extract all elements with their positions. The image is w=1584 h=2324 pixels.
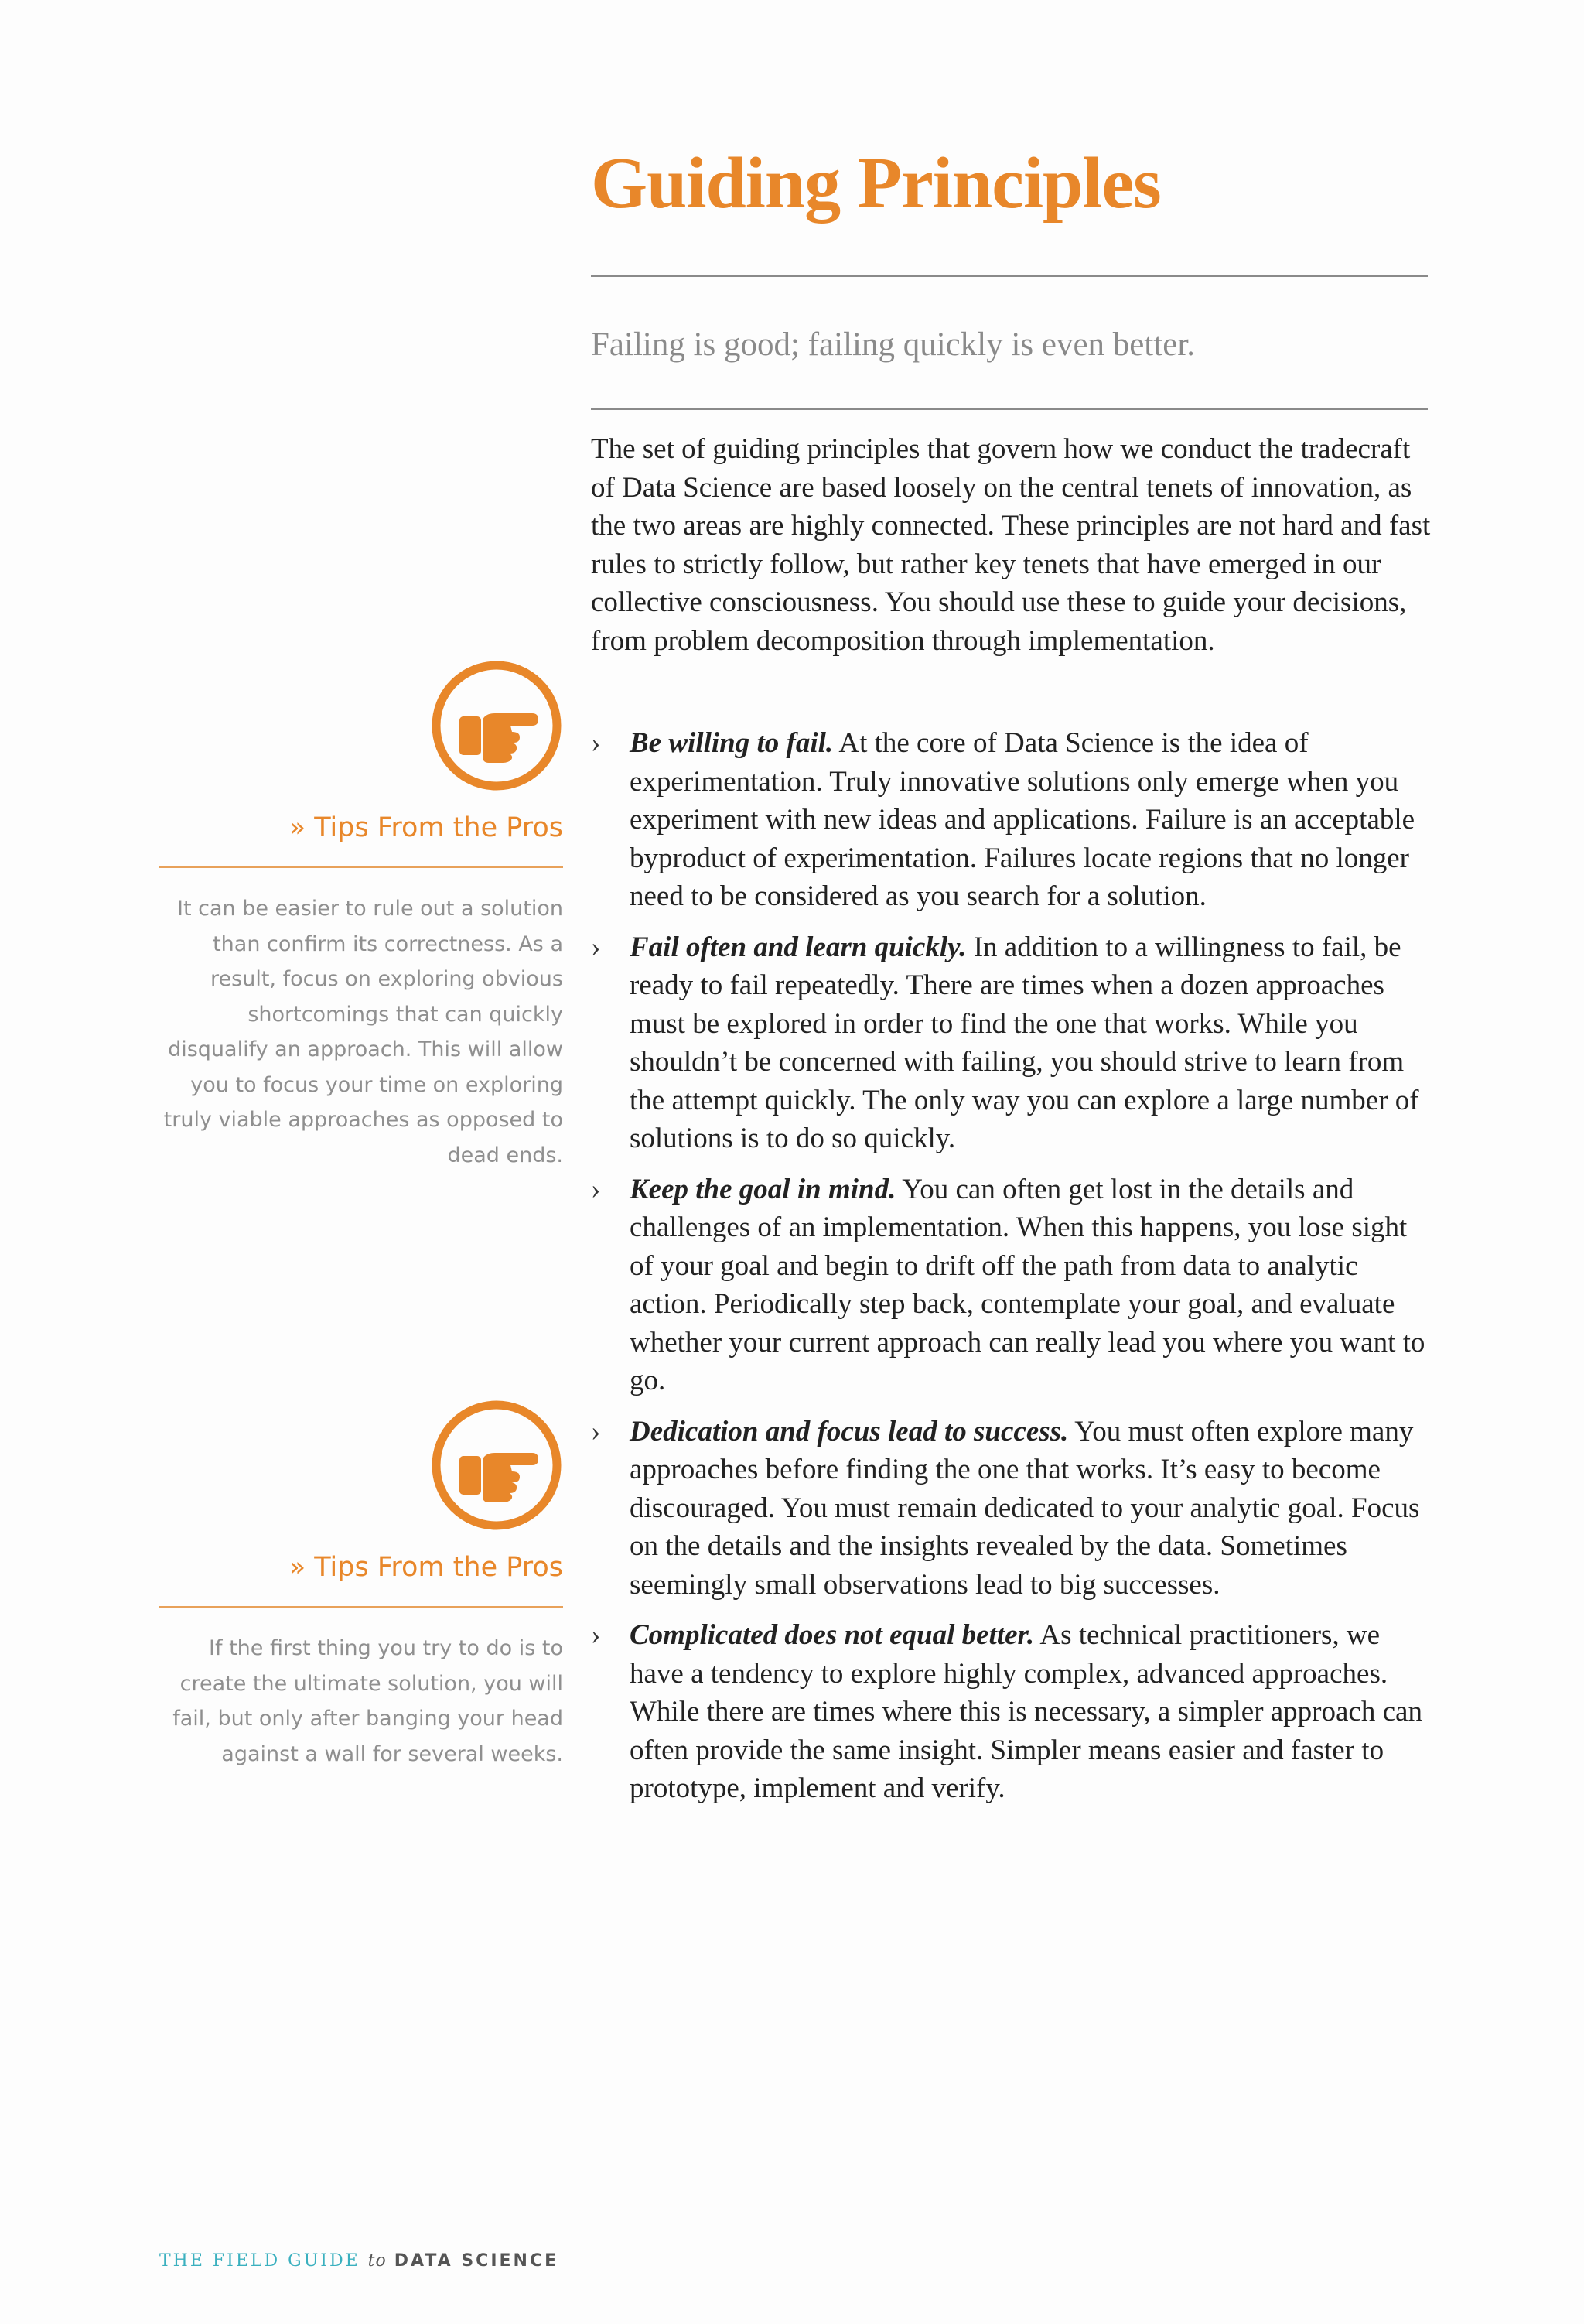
pointing-hand-icon: [430, 1399, 563, 1532]
footer-connector: to: [367, 2251, 387, 2271]
principle-title: Complicated does not equal better.: [630, 1619, 1035, 1651]
title-divider: [591, 275, 1428, 277]
tips-heading: » Tips From the Pros: [288, 812, 563, 843]
principle-text: As technical practitioners, we have a tendency to explore highly complex, advanced approaches. While there are times where this is necessary, a simpler approach can often provide the same insight. Simpler means easier and faster to prototype, implement and verify.: [630, 1619, 1422, 1804]
principle-text: At the core of Data Science is the idea of experimentation. Truly innovative solutions only emerge when you experiment with new ideas and applications. Failure is an acceptable byproduct of experimentation. Failures locate regions that no longer need to be considered as you search for a solution.: [630, 727, 1415, 912]
bullet-marker: ›: [591, 1415, 601, 1447]
principle-text: In addition to a willingness to fail, be ready to fail repeatedly. There are times when a dozen approaches must be explored in order to find the one that works. While you shouldn’t be concerned with failing, you should strive to learn from the attempt quickly. The only way you can explore a large number of solutions is to do so quickly.: [630, 931, 1419, 1154]
intro-paragraph: The set of guiding principles that govern how we conduct the tradecraft of Data Science are based loosely on the central tenets of innovation, as the two areas are highly connected. These principles are not hard and fast rules to strictly follow, but rather key tenets that have emerged in our collective consciousness. You should use these to guide your decisions, from problem decomposition through implementation.: [591, 433, 1431, 657]
bullet-marker: ›: [591, 931, 601, 963]
principle-text: You must often explore many approaches before finding the one that works. It’s easy to become discouraged. You must remain dedicated to your analytic goal. Focus on the details and the insights revealed by the data. Sometimes seemingly small observations lead to big successes.: [630, 1415, 1420, 1601]
tips-heading: » Tips From the Pros: [288, 1552, 563, 1583]
principle-title: Be willing to fail.: [630, 727, 834, 759]
tips-text: It can be easier to rule out a solution than confirm its correctness. As a result, focus on exploring obvious shortcomings that can quickly disqualify an approach. This will allow you to focus your time on exploring truly viable approaches as opposed to dead ends.: [163, 897, 563, 1167]
page-subtitle: Failing is good; failing quickly is even better.: [591, 326, 1196, 363]
tips-divider: [159, 866, 563, 868]
principle-item: [591, 1413, 1434, 1605]
pointing-hand-icon: [430, 659, 563, 792]
principle-title: Fail often and learn quickly.: [630, 931, 967, 963]
page-title: Guiding Principles: [591, 143, 1161, 224]
principle-item: [591, 1616, 1434, 1808]
footer-title-part: THE FIELD GUIDE: [159, 2251, 360, 2271]
bullet-marker: ›: [591, 1619, 601, 1651]
principle-item: [591, 724, 1434, 916]
footer-subject: DATA SCIENCE: [394, 2251, 559, 2271]
tips-text: If the first thing you try to do is to create the ultimate solution, you will fail, but only after banging your head against a wall for several weeks.: [172, 1636, 563, 1766]
tips-divider: [159, 1606, 563, 1608]
principles-list: [591, 724, 1434, 1820]
principle-title: Keep the goal in mind.: [630, 1173, 896, 1205]
principle-title: Dedication and focus lead to success.: [630, 1415, 1069, 1447]
bullet-marker: ›: [591, 1173, 601, 1205]
principle-text: You can often get lost in the details and challenges of an implementation. When this happens, you lose sight of your goal and begin to drift off the path from data to analytic action. Periodically step back, contemplate your goal, and evaluate whether your current approach can really lead you where you want to go.: [630, 1173, 1425, 1396]
page-footer: [159, 2251, 558, 2271]
bullet-marker: ›: [591, 727, 601, 759]
subtitle-divider: [591, 408, 1428, 410]
principle-item: [591, 928, 1434, 1158]
principle-item: [591, 1171, 1434, 1400]
